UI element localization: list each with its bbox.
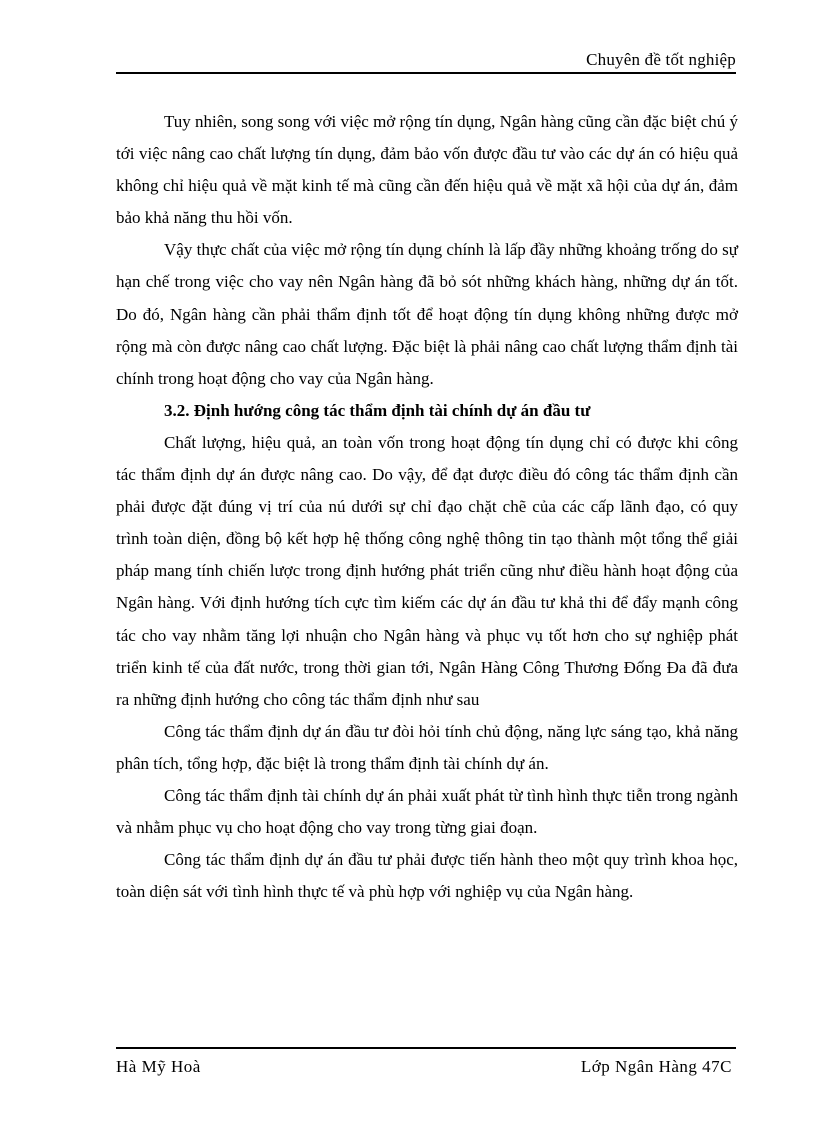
footer-divider	[116, 1047, 736, 1049]
footer-author: Hà Mỹ Hoà	[116, 1057, 201, 1076]
header-divider	[116, 72, 736, 74]
paragraph: Vậy thực chất của việc mở rộng tín dụng chính là lấp đầy những khoảng trống do sự hạn chế trong việc cho vay nên Ngân hàng đã bỏ sót những khách hàng, những dự án tốt. Do đó, Ngân hàng cần phải thẩm định tốt để hoạt động tín dụng không những được mở rộng mà còn được nâng cao chất lượng. Đặc biệt là phải nâng cao chất lượng thẩm định tài chính trong hoạt động cho vay của Ngân hàng.	[116, 240, 738, 388]
paragraph: Công tác thẩm định tài chính dự án phải xuất phát từ tình hình thực tiễn trong ngành và nhằm phục vụ cho hoạt động cho vay trong từng giai đoạn.	[116, 785, 738, 838]
section-heading: 3.2. Định hướng công tác thẩm định tài chính dự án đầu tư	[164, 400, 591, 420]
footer-class: Lớp Ngân Hàng 47C	[580, 1057, 732, 1076]
header-title: Chuyên đề tốt nghiệp	[586, 50, 736, 69]
paragraph: Chất lượng, hiệu quả, an toàn vốn trong hoạt động tín dụng chỉ có được khi công tác thẩm định dự án được nâng cao. Do vậy, để đạt được điều đó công tác thẩm định cần phải được đặt đúng vị trí của nú dưới sự chỉ đạo chặt chẽ của các cấp lãnh đạo, có quy trình toàn diện, đồng bộ kết hợp hệ thống công nghệ thông tin tạo thành một tổng thể giải pháp mang tính chiến lược trong định hướng phát triển cũng như điều hành hoạt động của Ngân hàng. Với định hướng tích cực tìm kiếm các dự án đầu tư khả thi để đẩy mạnh công tác cho vay nhằm tăng lợi nhuận cho Ngân hàng và phục vụ tốt hơn cho sự nghiệp phát triển kinh tế của đất nước, trong thời gian tới, Ngân Hàng Công Thương Đống Đa đã đưa ra những định hướng cho công tác thẩm định như sau	[116, 432, 738, 709]
paragraph: Công tác thẩm định dự án đầu tư phải được tiến hành theo một quy trình khoa học, toàn diện sát với tình hình thực tế và phù hợp với nghiệp vụ của Ngân hàng.	[116, 850, 738, 902]
paragraph: Tuy nhiên, song song với việc mở rộng tín dụng, Ngân hàng cũng cần đặc biệt chú ý tới việc nâng cao chất lượng tín dụng, đảm bảo vốn được đầu tư vào các dự án có hiệu quả không chỉ hiệu quả về mặt kinh tế mà cũng cần đến hiệu quả về mặt xã hội của dự án, đảm bảo khả năng thu hồi vốn.	[116, 112, 739, 228]
document-body	[116, 106, 738, 908]
paragraph: Công tác thẩm định dự án đầu tư đòi hỏi tính chủ động, năng lực sáng tạo, khả năng phân tích, tổng hợp, đặc biệt là trong thẩm định tài chính dự án.	[116, 721, 738, 773]
